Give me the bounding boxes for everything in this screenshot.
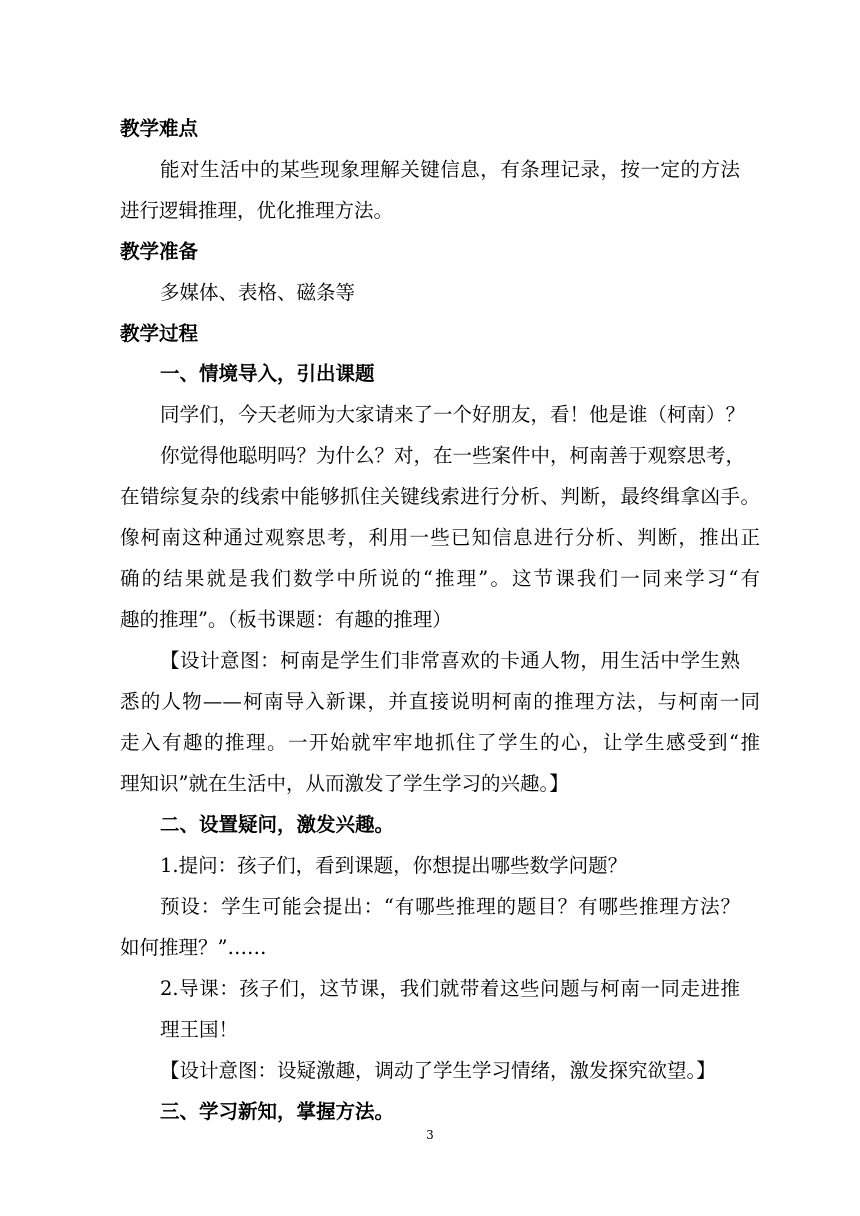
- heading-teaching-preparation: 教学准备: [120, 240, 199, 263]
- heading-teaching-difficulties: 教学难点: [120, 117, 199, 140]
- design-intent-line: 【设计意图：设疑激趣，调动了学生学习情绪，激发探究欲望。】: [160, 1059, 716, 1082]
- paragraph-line: 同学们，今天老师为大家请来了一个好朋友，看！他是谁（柯南）？: [160, 403, 746, 426]
- paragraph-line: 确的结果就是我们数学中所说的“推理”。这节课我们一同来学习“有: [120, 567, 760, 590]
- paragraph-line: 多媒体、表格、磁条等: [160, 281, 356, 304]
- paragraph-line: 2.导课：孩子们，这节课，我们就带着这些问题与柯南一同走进推: [160, 977, 740, 1000]
- page-number: 3: [426, 1128, 434, 1142]
- paragraph-line: 1.提问：孩子们，看到课题，你想提出哪些数学问题？: [160, 854, 628, 877]
- section-heading-3: 三、学习新知，掌握方法。: [160, 1100, 395, 1123]
- design-intent-line: 【设计意图：柯南是学生们非常喜欢的卡通人物，用生活中学生熟: [160, 649, 740, 672]
- paragraph-line: 能对生活中的某些现象理解关键信息，有条理记录，按一定的方法: [160, 158, 740, 181]
- paragraph-line: 在错综复杂的线索中能够抓住关键线索进行分析、判断，最终缉拿凶手。: [120, 485, 760, 508]
- paragraph-line: 如何推理？”……: [120, 936, 267, 959]
- paragraph-line: 预设：学生可能会提出：“有哪些推理的题目？有哪些推理方法？: [160, 895, 740, 918]
- paragraph-line: 趣的推理”。（板书课题：有趣的推理）: [120, 608, 452, 631]
- design-intent-line: 悉的人物——柯南导入新课，并直接说明柯南的推理方法，与柯南一同: [120, 690, 760, 713]
- design-intent-line: 理知识”就在生活中，从而激发了学生学习的兴趣。】: [120, 772, 569, 795]
- paragraph-line: 进行逻辑推理，优化推理方法。: [120, 199, 394, 222]
- paragraph-line: 像柯南这种通过观察思考，利用一些已知信息进行分析、判断，推出正: [120, 526, 760, 549]
- section-heading-2: 二、设置疑问，激发兴趣。: [160, 813, 395, 836]
- paragraph-line: 你觉得他聪明吗？为什么？对，在一些案件中，柯南善于观察思考，: [160, 444, 746, 467]
- paragraph-line: 理王国！: [160, 1018, 239, 1041]
- section-heading-1: 一、情境导入，引出课题: [160, 362, 375, 385]
- heading-teaching-process: 教学过程: [120, 322, 199, 345]
- design-intent-line: 走入有趣的推理。一开始就牢牢地抓住了学生的心，让学生感受到“推: [120, 731, 760, 754]
